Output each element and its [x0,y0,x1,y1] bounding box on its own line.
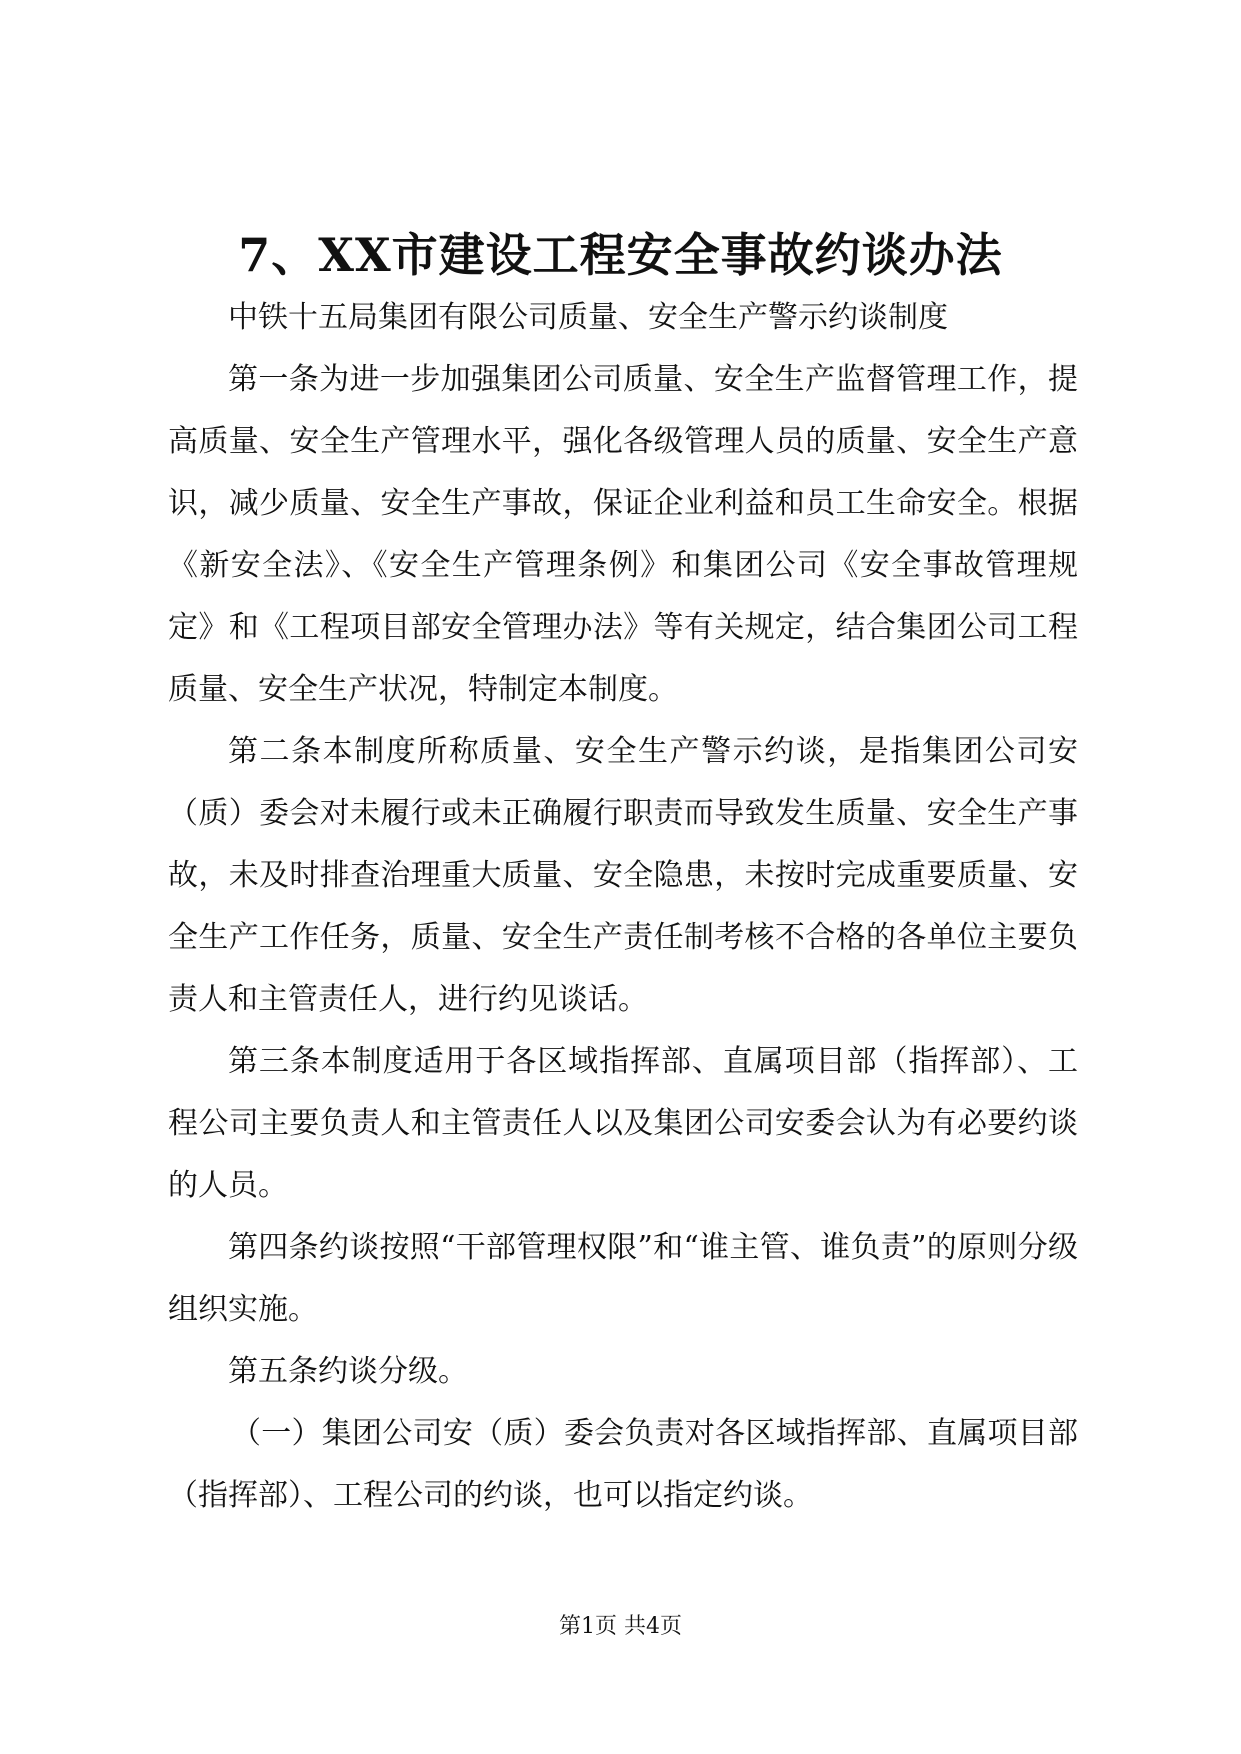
article-5-paragraph: 第五条约谈分级。 [228,1354,468,1389]
article-2-paragraph: 第二条本制度所称质量、安全生产警示约谈，是指集团公司安（质）委会对未履行或未正确履行职责而导致发生质量、安全生产事故，未及时排查治理重大质量、安全隐患，未按时完成重要质量、安全生产工作任务，质量、安全生产责任制考核不合格的各单位主要负责人和主管责任人，进行约见谈话。 [168,734,1078,1017]
article-1-paragraph: 第一条为进一步加强集团公司质量、安全生产监督管理工作，提高质量、安全生产管理水平，强化各级管理人员的质量、安全生产意识，减少质量、安全生产事故，保证企业利益和员工生命安全。根据《新安全法》、《安全生产管理条例》和集团公司《安全事故管理规定》和《工程项目部安全管理办法》等有关规定，结合集团公司工程质量、安全生产状况，特制定本制度。 [168,362,1078,707]
article-5-item-1-paragraph: （一）集团公司安（质）委会负责对各区域指挥部、直属项目部（指挥部）、工程公司的约谈，也可以指定约谈。 [168,1416,1078,1513]
page-number-footer: 第1页 共4页 [559,1614,682,1639]
document-body [168,287,1078,1527]
article-3-paragraph: 第三条本制度适用于各区域指挥部、直属项目部（指挥部）、工程公司主要负责人和主管责任人以及集团公司安委会认为有必要约谈的人员。 [168,1044,1078,1203]
document-title: 7、XX市建设工程安全事故约谈办法 [238,228,1003,282]
article-4-paragraph: 第四条约谈按照“干部管理权限”和“谁主管、谁负责”的原则分级组织实施。 [168,1230,1078,1327]
subtitle-paragraph: 中铁十五局集团有限公司质量、安全生产警示约谈制度 [228,300,948,335]
